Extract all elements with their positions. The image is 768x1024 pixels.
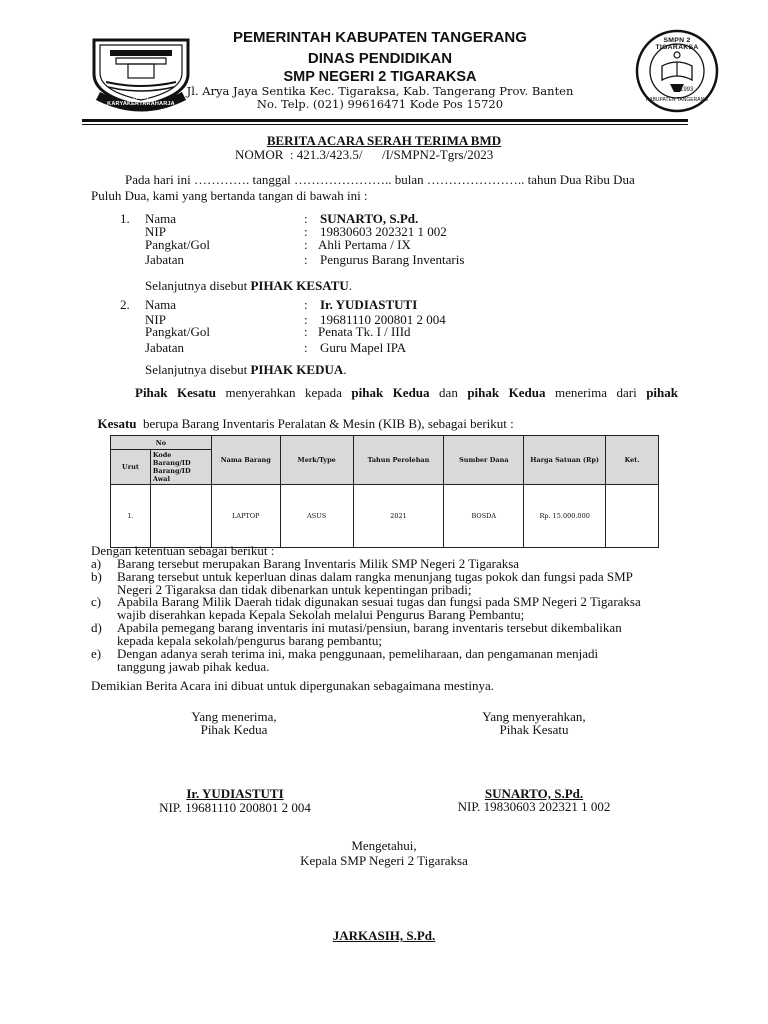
table-cell-urut: 1. xyxy=(111,485,151,548)
transfer-line-2 xyxy=(91,400,514,432)
table-header-sumber: Sumber Dana xyxy=(444,436,524,485)
party1-pangkat-colon: : xyxy=(304,237,308,252)
header-line-3: SMP NEGERI 2 TIGARAKSA xyxy=(283,69,477,85)
header-address-1: Jl. Arya Jaya Sentika Kec. Tigaraksa, Kab. Tangerang Prov. Banten xyxy=(186,84,574,98)
signature-right-name: SUNARTO, S.Pd. xyxy=(484,786,584,801)
table-header-merk: Merk/Type xyxy=(280,436,353,485)
table-cell-sumber: BOSDA xyxy=(444,485,524,548)
terms-marker-a: a) xyxy=(91,556,102,571)
party1-nip-label: NIP xyxy=(145,224,166,239)
table-header-urut: Urut xyxy=(111,450,151,485)
right-seal-year: 1993 xyxy=(680,87,694,93)
terms-text-e-2: tanggung jawab pihak kedua. xyxy=(117,659,270,674)
party2-pangkat-value: Penata Tk. I / IIId xyxy=(318,324,411,339)
terms-text-c-2: wajib diserahkan kepada Kepala Sekolah melalui Pengurus Barang Pembantu; xyxy=(117,607,525,622)
party2-nama-value: Ir. YUDIASTUTI xyxy=(320,297,418,312)
party2-designation xyxy=(145,362,347,378)
header-rule-thick xyxy=(82,119,688,122)
table-cell-harga: Rp. 15.000.000 xyxy=(524,485,606,548)
table-header-tahun: Tahun Perolehan xyxy=(353,436,444,485)
party1-pangkat-label: Pangkat/Gol xyxy=(145,237,210,252)
party1-designation xyxy=(145,278,352,294)
transfer-kesatu-word: Kesatu xyxy=(97,416,137,431)
party2-designation-prefix: Selanjutnya disebut xyxy=(145,362,251,377)
table-header-ket: Ket. xyxy=(606,436,659,485)
party2-pangkat-row xyxy=(0,324,768,340)
party2-number: 2. xyxy=(120,297,130,312)
inventory-table xyxy=(110,435,659,548)
party2-pangkat-colon: : xyxy=(304,324,308,339)
party2-nip-value: 19681110 200801 2 004 xyxy=(320,312,446,327)
header-line-2: DINAS PENDIDIKAN xyxy=(307,50,453,67)
transfer-text-4: berupa Barang Inventaris Peralatan & Mesin (KIB B), sebagai berikut : xyxy=(136,416,514,431)
party1-nama-colon: : xyxy=(304,211,308,226)
signature-left-line1: Yang menerima, xyxy=(191,709,277,724)
party1-nip-colon: : xyxy=(304,224,308,239)
right-seal xyxy=(634,28,720,114)
table-row xyxy=(111,485,659,548)
party1-designation-prefix: Selanjutnya disebut xyxy=(145,278,251,293)
party2-jabatan-colon: : xyxy=(304,340,308,355)
table-header-row-1 xyxy=(111,436,659,450)
party1-designation-suffix: . xyxy=(348,278,353,293)
terms-text-b-2: Negeri 2 Tigaraksa dan tidak dibenarkan untuk kepentingan pribadi; xyxy=(117,582,472,597)
table-cell-nama: LAPTOP xyxy=(211,485,280,548)
header-line-1: PEMERINTAH KABUPATEN TANGERANG xyxy=(233,29,527,46)
intro-line-2: Puluh Dua, kami yang bertanda tangan di bawah ini : xyxy=(91,188,368,203)
party1-number: 1. xyxy=(120,211,130,226)
terms-marker-c: c) xyxy=(91,594,102,609)
transfer-pihak-kedua-1: pihak Kedua xyxy=(351,385,430,400)
party1-pangkat-row xyxy=(0,237,768,253)
party1-jabatan-row xyxy=(0,252,768,268)
table-cell-kode xyxy=(150,485,211,548)
party2-jabatan-label: Jabatan xyxy=(145,340,184,355)
signature-left-name: Ir. YUDIASTUTI xyxy=(186,786,284,801)
table-header-harga: Harga Satuan (Rp) xyxy=(524,436,606,485)
party2-nip-colon: : xyxy=(304,312,308,327)
right-seal-name: SMPN 2 TIGARAKSA xyxy=(655,37,699,51)
party2-nama-colon: : xyxy=(304,297,308,312)
signature-left-line2: Pihak Kedua xyxy=(200,722,268,737)
intro-line-1: Pada hari ini …………. tanggal ………………….. bulan ………………….. tahun Dua Ribu Dua xyxy=(125,172,635,187)
party1-jabatan-value: Pengurus Barang Inventaris xyxy=(320,252,465,267)
table-cell-ket xyxy=(606,485,659,548)
party2-jabatan-row xyxy=(0,340,768,356)
terms-text-e-1: Dengan adanya serah terima ini, maka penggunaan, pemeliharaan, dan pengamanan menjadi xyxy=(117,646,599,661)
party2-pangkat-label: Pangkat/Gol xyxy=(145,324,210,339)
terms-marker-b: b) xyxy=(91,569,102,584)
terms-text-d-2: kepada kepala sekolah/pengurus barang pembantu; xyxy=(117,633,382,648)
transfer-line-1 xyxy=(135,385,678,401)
signature-right-nip: NIP. 19830603 202321 1 002 xyxy=(457,799,611,814)
party1-jabatan-label: Jabatan xyxy=(145,252,184,267)
document-number: NOMOR : 421.3/423.5/ /I/SMPN2-Tgrs/2023 xyxy=(235,147,494,162)
principal-name: JARKASIH, S.Pd. xyxy=(332,928,436,943)
transfer-text-1: menyerahkan kepada xyxy=(216,385,352,400)
table-cell-tahun: 2021 xyxy=(353,485,444,548)
transfer-pihak-word: pihak xyxy=(646,385,678,400)
terms-marker-d: d) xyxy=(91,620,102,635)
transfer-pihak-kedua-2: pihak Kedua xyxy=(467,385,546,400)
party2-jabatan-value: Guru Mapel IPA xyxy=(320,340,407,355)
terms-intro: Dengan ketentuan sebagai berikut : xyxy=(91,543,275,558)
table-header-nama: Nama Barang xyxy=(211,436,280,485)
transfer-pihak-kesatu: Pihak Kesatu xyxy=(135,385,217,400)
signature-right-line2: Pihak Kesatu xyxy=(499,722,569,737)
table-header-kode: Kode Barang/ID Barang/ID Awal xyxy=(150,450,211,485)
terms-text-c-1: Apabila Barang Milik Daerah tidak digunakan sesuai tugas dan fungsi pada SMP Negeri 2 Tigaraksa xyxy=(117,594,641,609)
party1-nama-value: SUNARTO, S.Pd. xyxy=(320,211,419,226)
header-address-2: No. Telp. (021) 99616471 Kode Pos 15720 xyxy=(256,97,504,111)
signature-left-nip: NIP. 19681110 200801 2 004 xyxy=(159,800,311,815)
terms-text-a-1: Barang tersebut merupakan Barang Inventaris Milik SMP Negeri 2 Tigaraksa xyxy=(117,556,520,571)
acknowledgement-line2: Kepala SMP Negeri 2 Tigaraksa xyxy=(300,853,468,868)
party1-nama-label: Nama xyxy=(145,211,177,226)
table-header-no: No xyxy=(111,436,212,450)
transfer-text-2: dan xyxy=(429,385,468,400)
header-rule-thin xyxy=(82,124,688,125)
signature-right-line1: Yang menyerahkan, xyxy=(482,709,586,724)
party1-pangkat-value: Ahli Pertama / IX xyxy=(318,237,411,252)
closing-statement: Demikian Berita Acara ini dibuat untuk dipergunakan sebagaimana mestinya. xyxy=(91,678,494,693)
acknowledgement-line1: Mengetahui, xyxy=(351,838,417,853)
party2-nama-row xyxy=(0,297,768,313)
terms-marker-e: e) xyxy=(91,646,102,661)
party1-jabatan-colon: : xyxy=(304,252,308,267)
right-seal-region: KABUPATEN TANGERANG xyxy=(645,97,709,103)
party2-nip-label: NIP xyxy=(145,312,166,327)
party1-nip-value: 19830603 202321 1 002 xyxy=(320,224,447,239)
left-seal-motto: NATA KARYAKERTARAHARJA xyxy=(107,95,175,107)
party2-designation-name: PIHAK KEDUA xyxy=(250,362,344,377)
party2-designation-suffix: . xyxy=(343,362,347,377)
party1-designation-name: PIHAK KESATU xyxy=(250,278,349,293)
party2-nama-label: Nama xyxy=(145,297,177,312)
document-title: BERITA ACARA SERAH TERIMA BMD xyxy=(266,133,502,148)
transfer-text-3: menerima dari xyxy=(545,385,647,400)
terms-text-b-1: Barang tersebut untuk keperluan dinas dalam rangka menunjang tugas pokok dan fungsi pada SMP xyxy=(117,569,633,584)
terms-text-d-1: Apabila pemegang barang inventaris ini mutasi/pensiun, barang inventaris tersebut dikembalikan xyxy=(117,620,622,635)
table-cell-merk: ASUS xyxy=(280,485,353,548)
